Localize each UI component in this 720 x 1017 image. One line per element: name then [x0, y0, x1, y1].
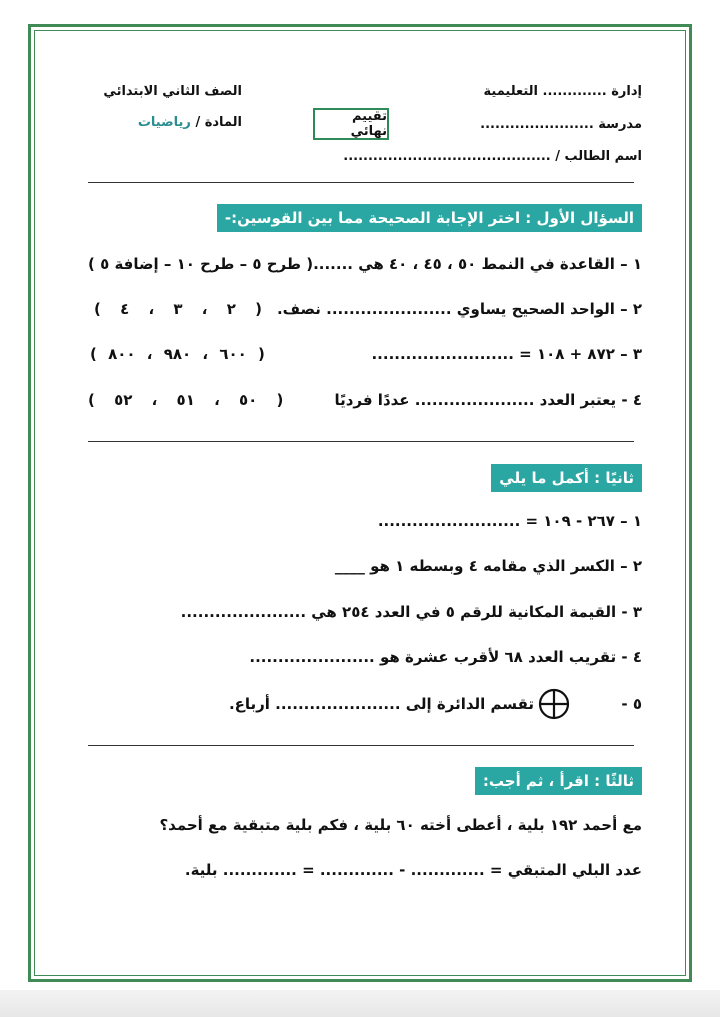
q1-item-3: ٣ – ٨٧٢ + ١٠٨ = ......................... [371, 345, 642, 363]
q1-item-2-choices: ( ٢ ، ٣ ، ٤ ) [94, 300, 262, 318]
header-subject [138, 113, 242, 133]
section-q1-heading: السؤال الأول : اختر الإجابة الصحيحة مما بين القوسين:- [217, 204, 642, 232]
circle-quarters-icon [538, 688, 570, 720]
q2-item-5: تقسم الدائرة إلى ...................... أرباع. [228, 695, 534, 713]
q2-item-2: ٢ – الكسر الذي مقامه ٤ وبسطه ١ هو ____ [334, 557, 642, 575]
q1-item-4: ٤ - يعتبر العدد ..................... عددًا فرديًا [334, 391, 642, 409]
q1-item-1: ١ – القاعدة في النمط ٥٠ ، ٤٥ ، ٤٠ هي ....... [313, 255, 642, 273]
q1-item-1-choices: ( طرح ٥ – طرح ١٠ – إضافة ٥ ) [88, 255, 314, 273]
header-school: مدرسة ....................... [480, 117, 642, 132]
q2-item-1: ١ – ٢٦٧ - ١٠٩ = ......................... [377, 512, 642, 530]
subject-value: رياضيات [137, 115, 191, 130]
header-admin: إدارة ............. التعليمية [483, 84, 642, 99]
q3-question: مع أحمد ١٩٢ بلية ، أعطى أخته ٦٠ بلية ، فكم بلية متبقية مع أحمد؟ [159, 816, 642, 834]
exam-title-badge: تقييم نهائي [313, 108, 389, 140]
q2-item-3: ٣ - القيمة المكانية للرقم ٥ في العدد ٢٥٤ هي ...................... [180, 603, 642, 621]
divider [88, 441, 634, 442]
q2-item-4: ٤ - تقريب العدد ٦٨ لأقرب عشرة هو ...................... [249, 648, 642, 666]
section-q2-heading: ثانيًا : أكمل ما يلي [491, 464, 642, 492]
subject-label: المادة / [195, 115, 242, 130]
q1-item-2: ٢ – الواحد الصحيح يساوي ...................... نصف. [276, 300, 642, 318]
q3-answer-line: عدد البلي المتبقي = ............. - ............. = ............. بلية. [184, 861, 642, 879]
q2-item-5-number: ٥ - [621, 695, 642, 713]
q1-item-4-choices: ( ٥٠ ، ٥١ ، ٥٢ ) [88, 391, 284, 409]
section-q3-heading: ثالثًا : اقرأ ، ثم أجب: [475, 767, 642, 795]
q1-item-3-choices: ( ٦٠٠ ، ٩٨٠ ، ٨٠٠ ) [90, 345, 265, 363]
header-grade: الصف الثاني الابتدائي [103, 84, 242, 99]
footer-shade [0, 990, 720, 1017]
divider [88, 745, 634, 746]
header-student-name: اسم الطالب / .......................................... [343, 149, 642, 164]
divider [88, 182, 634, 183]
